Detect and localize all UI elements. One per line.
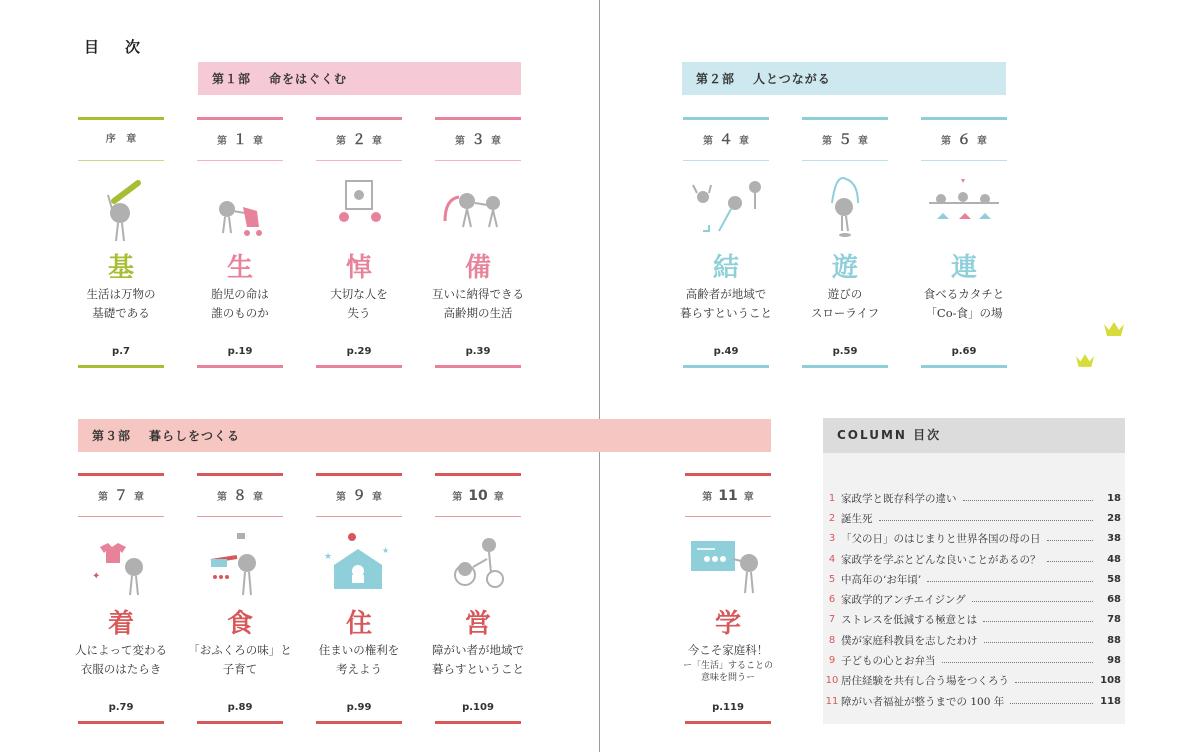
chapter-card[interactable]: [682, 473, 773, 713]
chapter-desc-line2: 失う: [347, 306, 371, 320]
chapter-kanji: 連: [950, 253, 977, 283]
chapter-kanji: 生: [226, 253, 253, 283]
card-bottom-rule: [802, 365, 888, 368]
chapter-kanji: 学: [714, 609, 741, 639]
column-item[interactable]: [823, 589, 1125, 609]
chapter-card[interactable]: [316, 473, 402, 713]
leader-dots: [942, 662, 1094, 663]
column-item-number: 6: [828, 594, 836, 606]
column-item-page: 88: [1107, 634, 1121, 646]
card-bottom-rule: [197, 721, 283, 724]
leader-dots: [1015, 682, 1093, 683]
chapter-desc-line2: 誰のものか: [211, 306, 269, 320]
chapter-illustration: [435, 517, 521, 607]
column-item-page: 38: [1107, 533, 1121, 545]
chapter-page: p.109: [462, 702, 494, 713]
column-item-number: 3: [828, 533, 836, 545]
column-item-title: 居住経験を共有し合う場をつくろう: [841, 675, 1009, 688]
column-item[interactable]: [823, 488, 1125, 508]
column-item-page: 118: [1100, 695, 1121, 707]
column-item-title: 障がい者福祉が整うまでの 100 年: [841, 695, 1005, 708]
chapter-desc-line2: 子育て: [222, 662, 258, 676]
chapter-illustration: [78, 517, 164, 607]
card-bottom-rule: [197, 365, 283, 368]
chapter-description: [180, 641, 300, 683]
leader-dots: [963, 500, 1094, 501]
chapter-card[interactable]: [75, 473, 167, 713]
leader-dots: [879, 520, 1094, 521]
crown-icon: [1075, 352, 1095, 369]
column-item-title: 僕が家庭科教員を志したわけ: [841, 634, 978, 647]
card-bottom-rule: [683, 365, 769, 368]
chapter-label: 第 ５ 章: [822, 132, 868, 148]
card-bottom-rule: [685, 721, 771, 724]
chapter-description: [785, 285, 905, 327]
chapter-description: [299, 285, 419, 327]
leader-dots: [1047, 561, 1094, 562]
card-bottom-rule: [78, 721, 164, 724]
chapter-illustration: [316, 161, 402, 251]
part-2-label: 第２部: [696, 72, 736, 86]
chapter-label: 第 10 章: [452, 488, 504, 504]
chapter-card[interactable]: [188, 473, 292, 713]
column-item-page: 98: [1107, 655, 1121, 667]
leader-dots: [927, 581, 1093, 582]
chapter-card[interactable]: [921, 117, 1007, 357]
chapter-desc-line1: 食べるカタチと: [923, 287, 1005, 301]
chapter-kanji: 住: [345, 609, 372, 639]
chapter-label: 第 ９ 章: [336, 488, 382, 504]
chapter-desc-line2: スローライフ: [810, 306, 880, 320]
chapter-desc-line1: 胎児の命は: [211, 287, 269, 301]
part-1-label: 第１部: [212, 72, 252, 86]
column-item[interactable]: [823, 569, 1125, 589]
column-item-number: 10: [825, 675, 839, 687]
column-item[interactable]: [823, 671, 1125, 691]
column-item-number: 7: [828, 614, 836, 626]
card-bottom-rule: [921, 365, 1007, 368]
svg-text:★: ★: [382, 546, 390, 555]
page-title: 目次: [84, 38, 167, 56]
chapter-desc-line1: 住まいの権利を: [318, 643, 400, 657]
chapter-card[interactable]: [432, 117, 524, 357]
chapter-description: [418, 285, 538, 327]
column-box: [823, 418, 1125, 724]
crown-icon: [1103, 320, 1125, 338]
chapter-kanji: 結: [712, 253, 739, 283]
part-1-banner: [198, 62, 521, 95]
chapter-page: p.7: [112, 346, 130, 357]
chapter-desc-line2: 暮らすということ: [680, 306, 772, 320]
part-1-title: 命をはぐくむ: [269, 72, 348, 86]
chapter-description: [61, 641, 181, 683]
leader-dots: [1047, 540, 1094, 541]
column-title: COLUMN 目次: [823, 418, 1125, 453]
chapter-desc-line2: ー「生活」することの: [682, 661, 773, 671]
chapter-card[interactable]: [78, 117, 164, 357]
chapter-page: p.89: [227, 702, 253, 713]
book-spine: [599, 0, 600, 752]
chapter-page: p.99: [346, 702, 372, 713]
column-item-number: 1: [828, 492, 836, 504]
chapter-description: [668, 641, 788, 683]
chapter-illustration: [683, 161, 769, 251]
column-item[interactable]: [823, 529, 1125, 549]
column-item[interactable]: [823, 691, 1125, 711]
chapter-label: 序 章: [105, 134, 137, 145]
chapter-desc-line1: 大切な人を: [330, 287, 388, 301]
card-bottom-rule: [78, 365, 164, 368]
chapter-kanji: 着: [107, 609, 134, 639]
svg-text:★: ★: [324, 552, 333, 562]
chapter-desc-line1: 障がい者が地域で: [432, 643, 524, 657]
chapter-label: 第 ８ 章: [217, 488, 263, 504]
chapter-kanji: 基: [107, 253, 134, 283]
chapter-page: p.39: [465, 346, 491, 357]
svg-text:✦: ✦: [92, 571, 101, 582]
column-item-number: 8: [828, 634, 836, 646]
leader-dots: [1010, 703, 1093, 704]
chapter-page: p.79: [108, 702, 134, 713]
chapter-illustration: [197, 161, 283, 251]
leader-dots: [972, 601, 1093, 602]
part-2-banner: [682, 62, 1006, 95]
column-item-number: 2: [828, 512, 836, 524]
chapter-page: p.69: [951, 346, 977, 357]
chapter-card[interactable]: [802, 117, 888, 357]
part-3-banner: [78, 419, 771, 452]
chapter-desc-line1: 遊びの: [827, 287, 863, 301]
chapter-page: p.119: [712, 702, 744, 713]
chapter-illustration: [197, 517, 283, 607]
column-list: [823, 488, 1125, 711]
column-item-title: 家政学と既存科学の違い: [841, 492, 957, 505]
chapter-desc-line1: 今こそ家庭科！: [687, 643, 769, 657]
chapter-desc-line1: 生活は万物の: [86, 287, 156, 301]
card-bottom-rule: [316, 365, 402, 368]
chapter-desc-line1: 「おふくろの味」と: [188, 643, 292, 657]
column-item-page: 28: [1107, 512, 1121, 524]
chapter-label: 第 ３ 章: [455, 132, 501, 148]
column-item-page: 58: [1107, 573, 1121, 585]
chapter-description: [666, 285, 786, 327]
chapter-kanji: 営: [464, 609, 491, 639]
chapter-kanji: 悼: [345, 253, 372, 283]
part-3-label: 第３部: [92, 429, 132, 443]
column-item-page: 68: [1107, 594, 1121, 606]
chapter-page: p.29: [346, 346, 372, 357]
chapter-kanji: 備: [464, 253, 491, 283]
column-item[interactable]: [823, 630, 1125, 650]
chapter-illustration: [802, 161, 888, 251]
column-item-title: 中高年の‘お年頃’: [841, 573, 922, 586]
chapter-kanji: 食: [226, 609, 253, 639]
chapter-desc-line2: 考えよう: [336, 662, 382, 676]
chapter-desc-line1: 互いに納得できる: [432, 287, 524, 301]
chapter-illustration: [78, 161, 164, 251]
column-item-page: 108: [1100, 675, 1121, 687]
chapter-desc-line1: 人によって変わる: [75, 643, 167, 657]
part-3-title: 暮らしをつくる: [149, 429, 241, 443]
column-item[interactable]: [823, 549, 1125, 569]
chapter-description: [180, 285, 300, 327]
leader-dots: [983, 621, 1093, 622]
column-item[interactable]: [823, 508, 1125, 528]
column-item[interactable]: [823, 650, 1125, 670]
chapter-card[interactable]: [316, 117, 402, 357]
chapter-label: 第 ６ 章: [941, 132, 987, 148]
column-item-page: 48: [1107, 553, 1121, 565]
card-bottom-rule: [435, 365, 521, 368]
card-bottom-rule: [316, 721, 402, 724]
column-item-title: 「父の日」のはじまりと世界各国の母の日: [841, 533, 1041, 546]
chapter-desc-line2: 「Co-食」の場: [925, 306, 1003, 320]
chapter-desc-line2: 衣服のはたらき: [80, 662, 162, 676]
chapter-illustration: [921, 161, 1007, 251]
chapter-description: [299, 641, 419, 683]
column-item-title: 誕生死: [841, 512, 873, 525]
column-item-title: 家政学的アンチエイジング: [841, 594, 966, 607]
column-item-title: 子どもの心とお弁当: [841, 655, 936, 668]
chapter-label: 第 ７ 章: [98, 488, 144, 504]
column-item-title: 家政学を学ぶとどんな良いことがあるの？: [841, 553, 1041, 566]
chapter-desc-line1: 高齢者が地域で: [685, 287, 767, 301]
column-item[interactable]: [823, 610, 1125, 630]
chapter-kanji: 遊: [831, 253, 858, 283]
chapter-illustration: [685, 517, 771, 607]
column-item-number: 5: [828, 573, 836, 585]
chapter-card[interactable]: [432, 473, 524, 713]
chapter-card[interactable]: [680, 117, 772, 357]
card-bottom-rule: [435, 721, 521, 724]
chapter-card[interactable]: [197, 117, 283, 357]
column-item-page: 18: [1107, 492, 1121, 504]
chapter-label: 第 １ 章: [217, 132, 263, 148]
column-item-number: 11: [825, 695, 839, 707]
chapter-desc-line2: 高齢期の生活: [443, 306, 513, 320]
column-item-page: 78: [1107, 614, 1121, 626]
chapter-label: 第 11 章: [702, 488, 754, 504]
chapter-illustration: [316, 517, 402, 607]
column-item-number: 9: [828, 655, 836, 667]
part-2-title: 人とつながる: [753, 72, 831, 86]
chapter-description: [418, 641, 538, 683]
chapter-label: 第 ２ 章: [336, 132, 382, 148]
column-item-number: 4: [828, 553, 836, 565]
chapter-desc-line2: 基礎である: [92, 306, 150, 320]
column-item-title: ストレスを低減する極意とは: [841, 614, 978, 627]
chapter-description: [904, 285, 1024, 327]
chapter-page: p.19: [227, 346, 253, 357]
chapter-description: [61, 285, 181, 327]
chapter-page: p.59: [832, 346, 858, 357]
leader-dots: [984, 642, 1094, 643]
chapter-desc-line2: 暮らすということ: [432, 662, 524, 676]
chapter-label: 第 ４ 章: [703, 132, 749, 148]
chapter-desc-line3: 意味を問うー: [700, 673, 755, 683]
chapter-illustration: [435, 161, 521, 251]
chapter-page: p.49: [713, 346, 739, 357]
